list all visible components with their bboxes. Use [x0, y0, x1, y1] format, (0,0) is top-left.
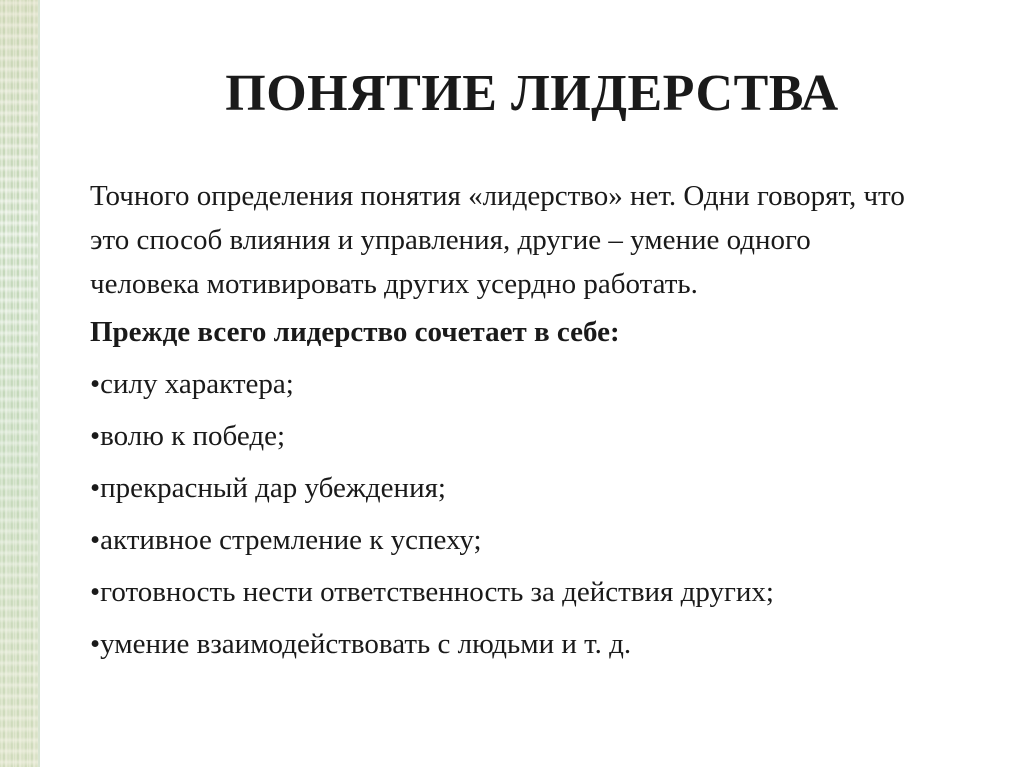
list-item	[90, 414, 920, 458]
list-item-text: волю к победе;	[100, 420, 286, 452]
list-item	[90, 622, 920, 666]
bullet-dot: •	[90, 524, 101, 556]
bullet-list	[90, 362, 920, 666]
list-item	[90, 466, 920, 510]
intro-paragraph: Точного определения понятия «лидерство» нет. Одни говорят, что это способ влияния и управления, другие – умение одного человека мотивировать других усердно работать.	[90, 180, 905, 300]
slide-body	[90, 174, 920, 674]
bullet-dot: •	[90, 368, 101, 400]
list-item-text: силу характера;	[100, 368, 294, 400]
bullet-dot: •	[90, 472, 101, 504]
list-item	[90, 362, 920, 406]
slide-title: ПОНЯТИЕ ЛИДЕРСТВА	[225, 65, 839, 122]
bullet-dot: •	[90, 420, 101, 452]
lead-sentence: Прежде всего лидерство сочетает в себе:	[90, 316, 620, 348]
bullet-dot: •	[90, 628, 101, 660]
list-item-text: активное стремление к успеху;	[100, 524, 482, 556]
list-item	[90, 570, 920, 614]
list-item	[90, 518, 920, 562]
list-item-text: прекрасный дар убеждения;	[100, 472, 446, 504]
list-item-text: умение взаимодействовать с людьми и т. д.	[100, 628, 632, 660]
list-item-text: готовность нести ответственность за действия других;	[100, 576, 774, 608]
bullet-dot: •	[90, 576, 101, 608]
